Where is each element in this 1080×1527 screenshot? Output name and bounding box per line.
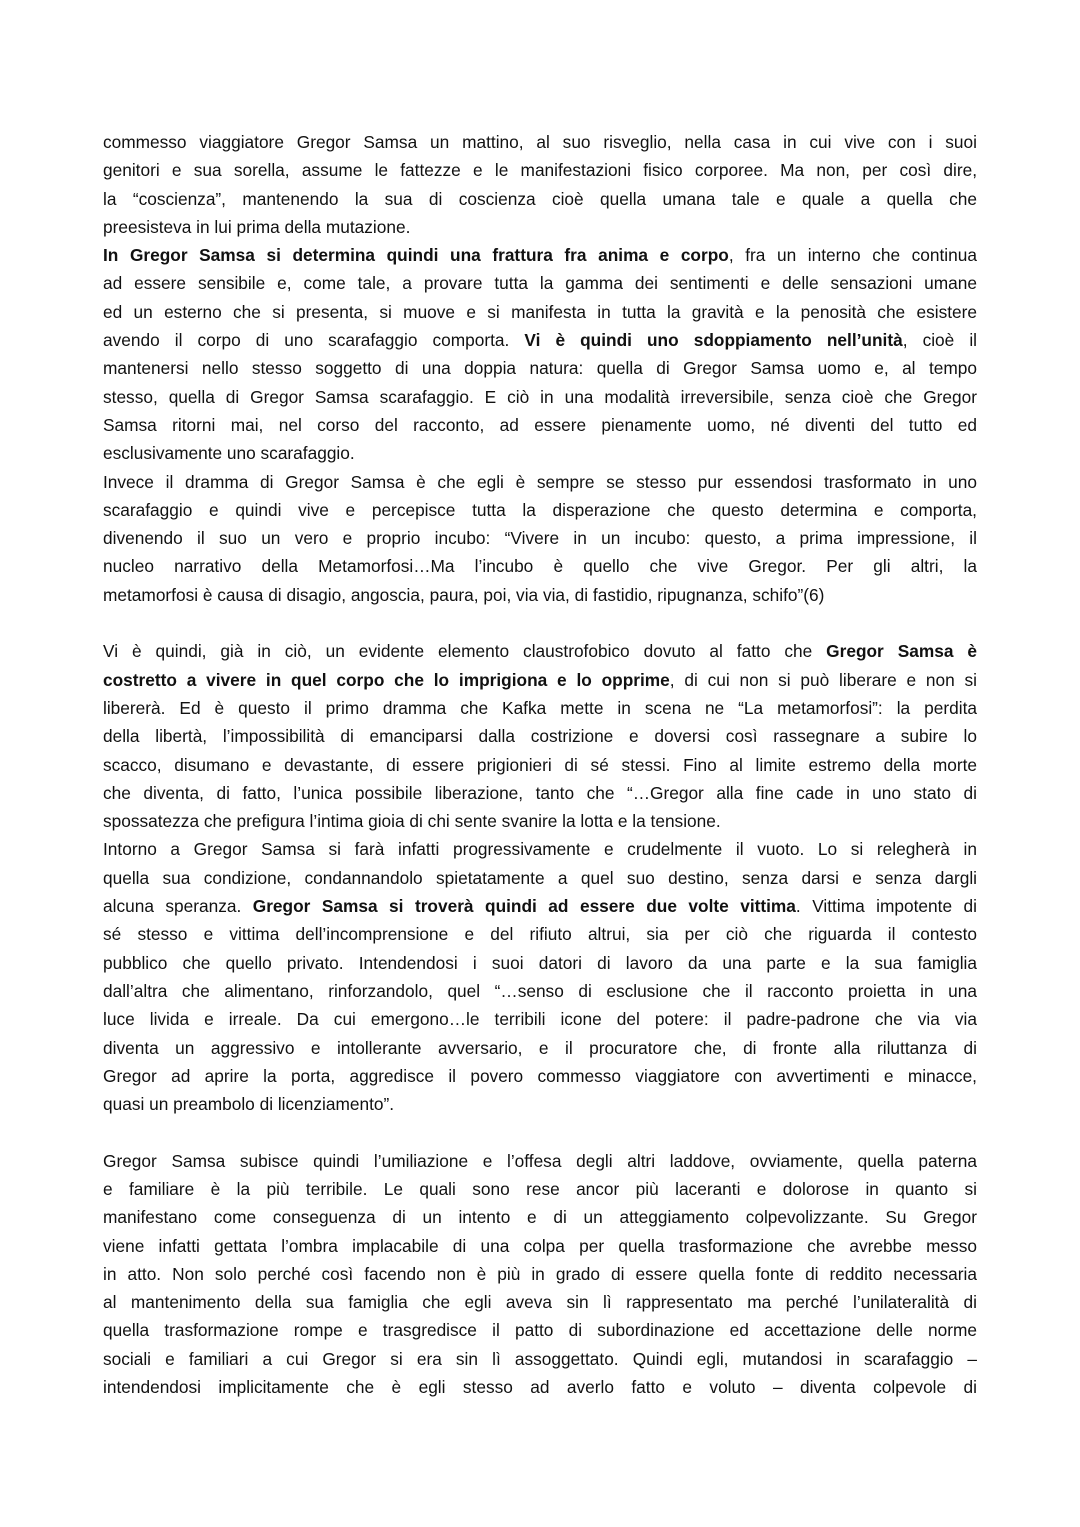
bold-text: Gregor Samsa è [826, 641, 977, 662]
text-span: avendo il corpo di uno scarafaggio comporta. [103, 330, 525, 351]
text-line: Intorno a Gregor Samsa si farà infatti progressivamente e crudelmente il vuoto. Lo si relegherà in [103, 839, 977, 860]
bold-text: In Gregor Samsa si determina quindi una frattura fra anima e corpo [103, 245, 729, 266]
text-line: stesso, quella di Gregor Samsa scarafaggio. E ciò in una modalità irreversibile, senza cioè che Gregor [103, 386, 977, 407]
text-line: metamorfosi è causa di disagio, angoscia, paura, poi, via via, di fastidio, ripugnanza, schifo”(6) [103, 584, 825, 605]
text-line: pubblico che quello privato. Intendendosi i suoi datori di lavoro da una parte e la sua famiglia [103, 952, 977, 973]
text-line: intendendosi implicitamente che è egli stesso ad averlo fatto e voluto – diventa colpevole di [103, 1377, 977, 1398]
text-line: genitori e sua sorella, assume le fattezze e le manifestazioni fisico corporee. Ma non, per così dire, [103, 160, 977, 181]
document-page [103, 128, 977, 1401]
text-span: , di cui non si può liberare e non si [669, 669, 977, 690]
paragraph [103, 637, 977, 835]
paragraph [103, 468, 977, 609]
text-line: Gregor Samsa subisce quindi l’umiliazione e l’offesa degli altri laddove, ovviamente, quella paterna [103, 1150, 977, 1171]
text-line [103, 241, 977, 269]
text-span: , cioè il [902, 330, 977, 351]
text-line: al mantenimento della sua famiglia che egli aveva sin lì rappresentato ma perché l’unilateralità di [103, 1292, 977, 1313]
text-line: che diventa, di fatto, l’unica possibile liberazione, tanto che “…Gregor alla fine cade in uno stato di [103, 782, 977, 803]
paragraph [103, 1147, 977, 1402]
text-line: mantenersi nello stesso soggetto di una doppia natura: quella di Gregor Samsa uomo e, al tempo [103, 358, 977, 379]
text-line: la “coscienza”, mantenendo la sua di coscienza cioè quella umana tale e quale a quella che [103, 188, 977, 209]
text-line: nucleo narrativo della Metamorfosi…Ma l’incubo è quello che vive Gregor. Per gli altri, la [103, 556, 977, 577]
text-line: Invece il dramma di Gregor Samsa è che egli è sempre se stesso pur essendosi trasformato in uno [103, 471, 977, 492]
text-line: preesisteva in lui prima della mutazione. [103, 216, 411, 237]
text-span: . Vittima impotente di [795, 896, 977, 917]
text-line: viene infatti gettata l’ombra implacabile di una colpa per quella trasformazione che avrebbe messo [103, 1235, 977, 1256]
text-span: alcuna speranza. [103, 896, 253, 917]
text-line: ed un esterno che si presenta, si muove e si manifesta in tutta la gravità e la penosità che esistere [103, 301, 977, 322]
text-line: Gregor ad aprire la porta, aggredisce il povero commesso viaggiatore con avvertimenti e minacce, [103, 1065, 977, 1086]
text-line: ad essere sensibile e, come tale, a provare tutta la gamma dei sentimenti e delle sensazioni umane [103, 273, 977, 294]
text-line: commesso viaggiatore Gregor Samsa un mattino, al suo risveglio, nella casa in cui vive con i suoi [103, 132, 977, 152]
text-line [103, 637, 977, 665]
text-line: scarafaggio e quindi vive e percepisce tutta la disperazione che questo determina e comporta, [103, 499, 977, 520]
text-line: scacco, disumano e devastante, di essere prigionieri di sé stessi. Fino al limite estremo della morte [103, 754, 977, 775]
text-span: , fra un interno che continua [728, 245, 977, 266]
paragraph [103, 835, 977, 1118]
paragraph [103, 241, 977, 467]
text-line [103, 326, 977, 354]
text-line: in atto. Non solo perché così facendo non è più in grado di essere quella fonte di reddito necessaria [103, 1263, 977, 1284]
text-line [103, 892, 977, 920]
text-line: libererà. Ed è questo il primo dramma che Kafka mette in scena ne “La metamorfosi”: la perdita [103, 697, 977, 718]
paragraph [103, 128, 977, 241]
text-line: della libertà, l’impossibilità di emanciparsi dalla costrizione e doversi così rassegnare a subire lo [103, 726, 977, 747]
text-line: e familiare è la più terribile. Le quali sono rese ancor più laceranti e dolorose in quanto si [103, 1178, 977, 1199]
text-line: quasi un preambolo di licenziamento”. [103, 1094, 395, 1115]
text-line [103, 666, 977, 694]
bold-text: costretto a vivere in quel corpo che lo imprigiona e lo opprime [103, 669, 670, 690]
text-line: Samsa ritorni mai, nel corso del racconto, ad essere pienamente uomo, né diventi del tutto ed [103, 414, 977, 435]
text-line: sé stesso e vittima dell’incomprensione e del rifiuto altrui, sia per ciò che riguarda il contesto [103, 924, 977, 945]
text-line: sociali e familiari a cui Gregor si era sin lì assoggettato. Quindi egli, mutandosi in scarafaggio – [103, 1348, 977, 1369]
bold-text: Gregor Samsa si troverà quindi ad essere due volte vittima [252, 896, 796, 917]
bold-text: Vi è quindi uno sdoppiamento nell’unità [524, 330, 903, 351]
text-line: diventa un aggressivo e intollerante avversario, e il procuratore che, di fronte alla riluttanza di [103, 1037, 977, 1058]
text-line: esclusivamente uno scarafaggio. [103, 443, 355, 464]
text-line: luce livida e irreale. Da cui emergono…le terribili icone del potere: il padre-padrone che via via [103, 1009, 977, 1030]
text-line: divenendo il suo un vero e proprio incubo: “Vivere in un incubo: questo, a prima impressione, il [103, 528, 977, 549]
text-line: spossatezza che prefigura l’intima gioia di chi sente svanire la lotta e la tensione. [103, 811, 721, 832]
text-span: Vi è quindi, già in ciò, un evidente elemento claustrofobico dovuto al fatto che [103, 641, 827, 662]
text-line: quella trasformazione rompe e trasgredisce il patto di subordinazione ed accettazione delle norme [103, 1320, 977, 1341]
text-line: manifestano come conseguenza di un intento e di un atteggiamento colpevolizzante. Su Gregor [103, 1207, 977, 1228]
text-line: quella sua condizione, condannandolo spietatamente a quel suo destino, senza darsi e senza dargli [103, 867, 977, 888]
text-line: dall’altra che alimentano, rinforzandolo, quel “…senso di esclusione che il racconto proietta in una [103, 980, 977, 1001]
